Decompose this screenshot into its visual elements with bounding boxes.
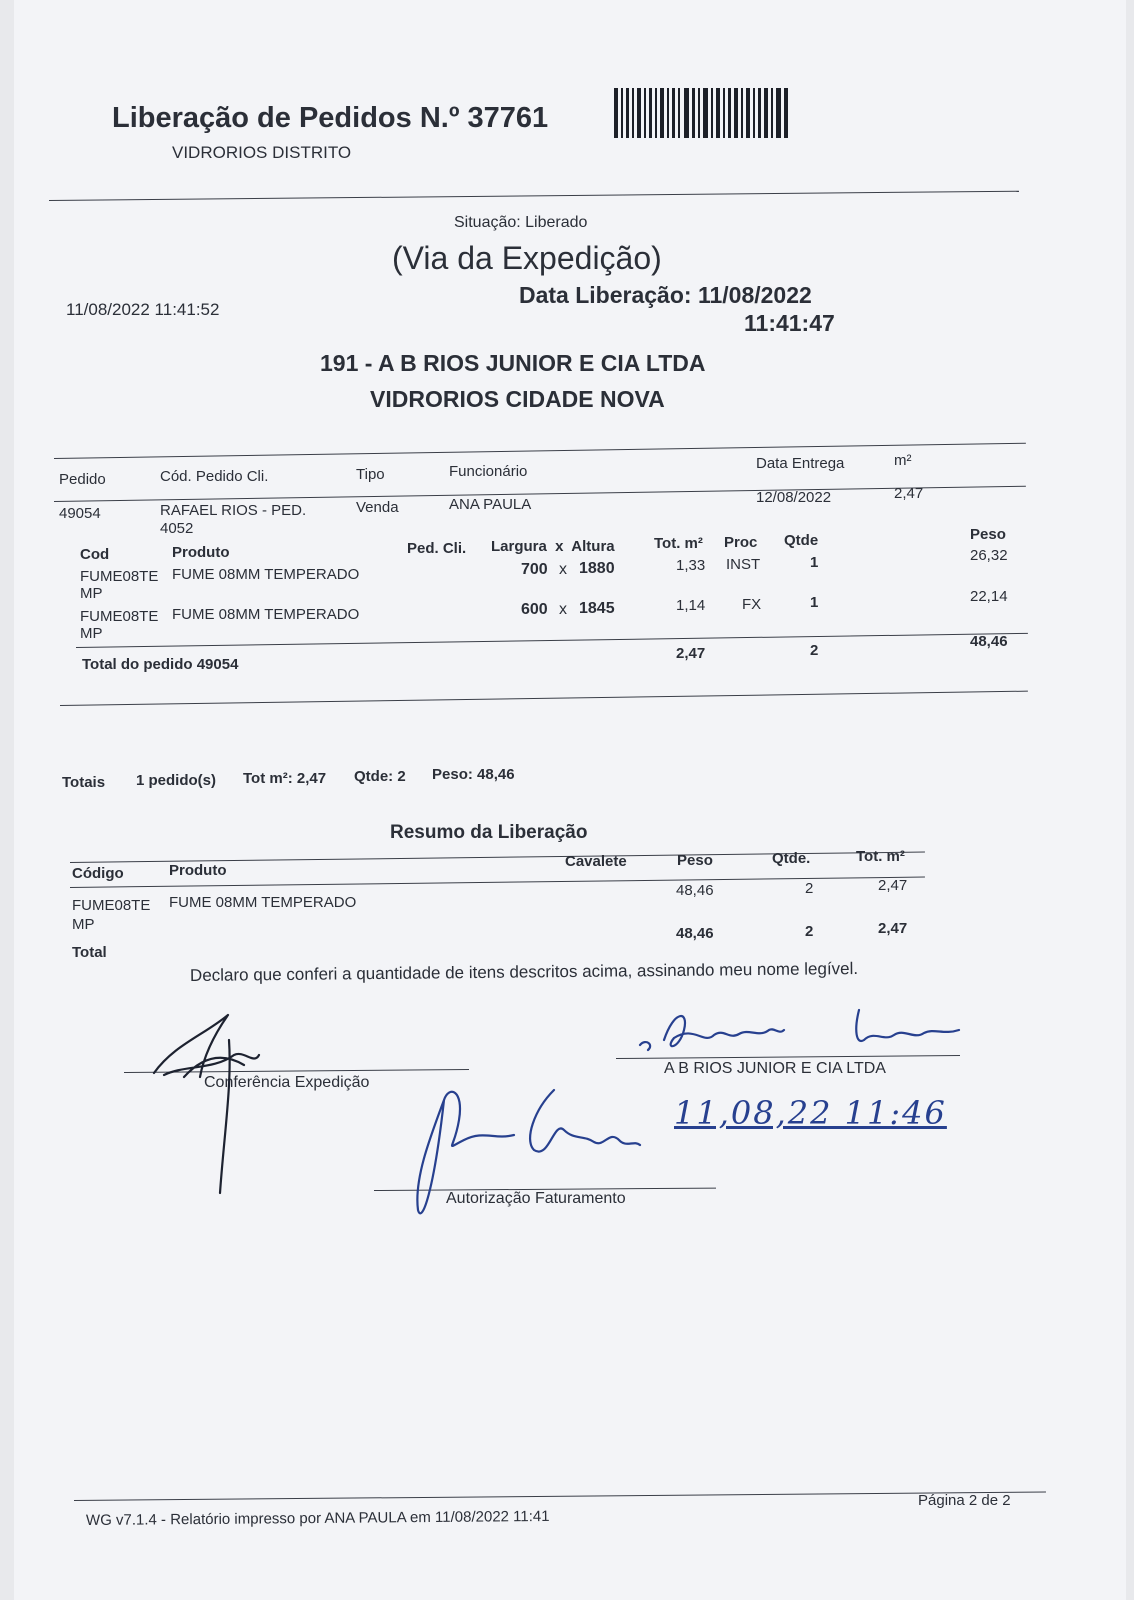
order-pedido: 49054 (59, 505, 101, 522)
resumo-tot-m2: 2,47 (878, 877, 908, 894)
footer-printed-by: WG v7.1.4 - Relatório impresso por ANA PAULA em 11/08/2022 11:41 (85, 1507, 550, 1529)
item-2-altura: 1845 (579, 600, 615, 617)
resumo-col-codigo: Código (72, 865, 124, 882)
totais-qtde: Qtde: 2 (354, 768, 406, 785)
item-2-proc: FX (742, 596, 762, 613)
item-2-tot-m2: 1,14 (676, 597, 706, 614)
document-page (14, 0, 1126, 1600)
situacao-label: Situação: Liberado (454, 214, 588, 231)
col-tipo: Tipo (356, 466, 385, 483)
declaration-text: Declaro que conferi a quantidade de itens descritos acima, assinando meu nome legível. (189, 959, 859, 985)
cliente-sign-label: A B RIOS JUNIOR E CIA LTDA (664, 1060, 886, 1077)
data-liberacao: Data Liberação: 11/08/2022 (519, 282, 812, 308)
cliente-signature (634, 1000, 964, 1060)
order-data-entrega: 12/08/2022 (756, 489, 832, 506)
order-total-label: Total do pedido 49054 (82, 656, 239, 673)
order-top-rule (54, 443, 1026, 459)
order-bottom-rule (60, 691, 1028, 706)
totais-pedidos: 1 pedido(s) (136, 772, 217, 789)
header-divider (49, 191, 1019, 201)
order-tipo: Venda (356, 499, 399, 516)
order-cod-cli-line2: 4052 (160, 520, 194, 537)
item-col-tot-m2: Tot. m² (654, 535, 703, 552)
item-col-produto: Produto (172, 544, 230, 561)
col-data-entrega: Data Entrega (756, 455, 845, 472)
items-total-rule (76, 633, 1028, 648)
item-col-cod: Cod (80, 546, 110, 563)
resumo-codigo-line1: FUME08TE (72, 897, 151, 914)
totais-peso: Peso: 48,46 (432, 766, 515, 783)
autorizacao-label: Autorização Faturamento (446, 1190, 626, 1207)
order-total-qtde: 2 (810, 642, 819, 659)
resumo-total-peso: 48,46 (676, 925, 714, 942)
item-2-cod-line1: FUME08TE (80, 608, 159, 625)
item-1-proc: INST (726, 556, 761, 573)
col-funcionario: Funcionário (449, 463, 528, 480)
company-subtitle: VIDRORIOS DISTRITO (172, 143, 352, 162)
item-1-altura: 1880 (579, 560, 615, 577)
resumo-total-label: Total (72, 944, 107, 961)
order-total-peso: 48,46 (970, 633, 1008, 650)
resumo-title: Resumo da Liberação (390, 822, 588, 843)
footer-page-number: Página 2 de 2 (918, 1492, 1011, 1509)
item-1-x: x (559, 561, 567, 578)
col-cod-pedido-cli: Cód. Pedido Cli. (160, 468, 269, 485)
item-1-tot-m2: 1,33 (676, 557, 706, 574)
item-2-produto: FUME 08MM TEMPERADO (172, 606, 360, 623)
print-datetime: 11/08/2022 11:41:52 (66, 300, 220, 319)
item-1-peso: 26,32 (970, 547, 1008, 564)
resumo-col-qtde: Qtde. (772, 850, 811, 867)
footer-rule (74, 1492, 1046, 1501)
resumo-col-tot-m2: Tot. m² (856, 848, 905, 865)
col-pedido: Pedido (59, 471, 106, 488)
totais-tot-m2: Tot m²: 2,47 (243, 770, 327, 787)
col-m2: m² (894, 452, 912, 469)
handwritten-datetime: 11,08,22 11:46 (674, 1094, 947, 1132)
item-col-ped-cli: Ped. Cli. (407, 540, 467, 557)
conferencia-signature (144, 995, 274, 1195)
item-2-largura: 600 (521, 601, 548, 618)
order-total-m2: 2,47 (676, 645, 706, 662)
barcode (614, 88, 790, 140)
item-col-peso: Peso (970, 526, 1006, 543)
resumo-qtde: 2 (805, 880, 814, 897)
via-label: (Via da Expedição) (392, 240, 662, 276)
data-liberacao-time: 11:41:47 (744, 310, 835, 336)
item-1-qtde: 1 (810, 554, 819, 571)
item-1-cod-line2: MP (80, 585, 103, 602)
conferencia-label: Conferência Expedição (204, 1074, 370, 1091)
resumo-total-tot-m2: 2,47 (878, 920, 908, 937)
resumo-codigo-line2: MP (72, 916, 95, 933)
resumo-produto: FUME 08MM TEMPERADO (169, 894, 357, 911)
item-1-produto: FUME 08MM TEMPERADO (172, 566, 360, 583)
item-2-peso: 22,14 (970, 588, 1008, 605)
item-2-x: x (559, 601, 567, 618)
totais-label: Totais (62, 774, 106, 791)
autorizacao-signature (404, 1080, 644, 1225)
store-name: VIDRORIOS CIDADE NOVA (370, 386, 665, 412)
resumo-col-produto: Produto (169, 862, 227, 879)
resumo-col-peso: Peso (677, 852, 713, 869)
item-col-largura-altura: Largura x Altura (491, 538, 615, 555)
resumo-total-qtde: 2 (805, 923, 814, 940)
item-2-qtde: 1 (810, 594, 819, 611)
item-2-cod-line2: MP (80, 625, 103, 642)
item-col-proc: Proc (724, 534, 758, 551)
resumo-peso: 48,46 (676, 882, 714, 899)
document-title: Liberação de Pedidos N.º 37761 (112, 102, 549, 134)
item-col-qtde: Qtde (784, 532, 819, 549)
order-header-rule (54, 486, 1026, 502)
order-cod-cli-line1: RAFAEL RIOS - PED. (160, 502, 307, 519)
resumo-col-cavalete: Cavalete (565, 853, 627, 870)
item-1-largura: 700 (521, 561, 548, 578)
order-funcionario: ANA PAULA (449, 496, 532, 513)
client-name: 191 - A B RIOS JUNIOR E CIA LTDA (320, 350, 706, 376)
item-1-cod-line1: FUME08TE (80, 568, 159, 585)
order-m2: 2,47 (894, 485, 924, 502)
